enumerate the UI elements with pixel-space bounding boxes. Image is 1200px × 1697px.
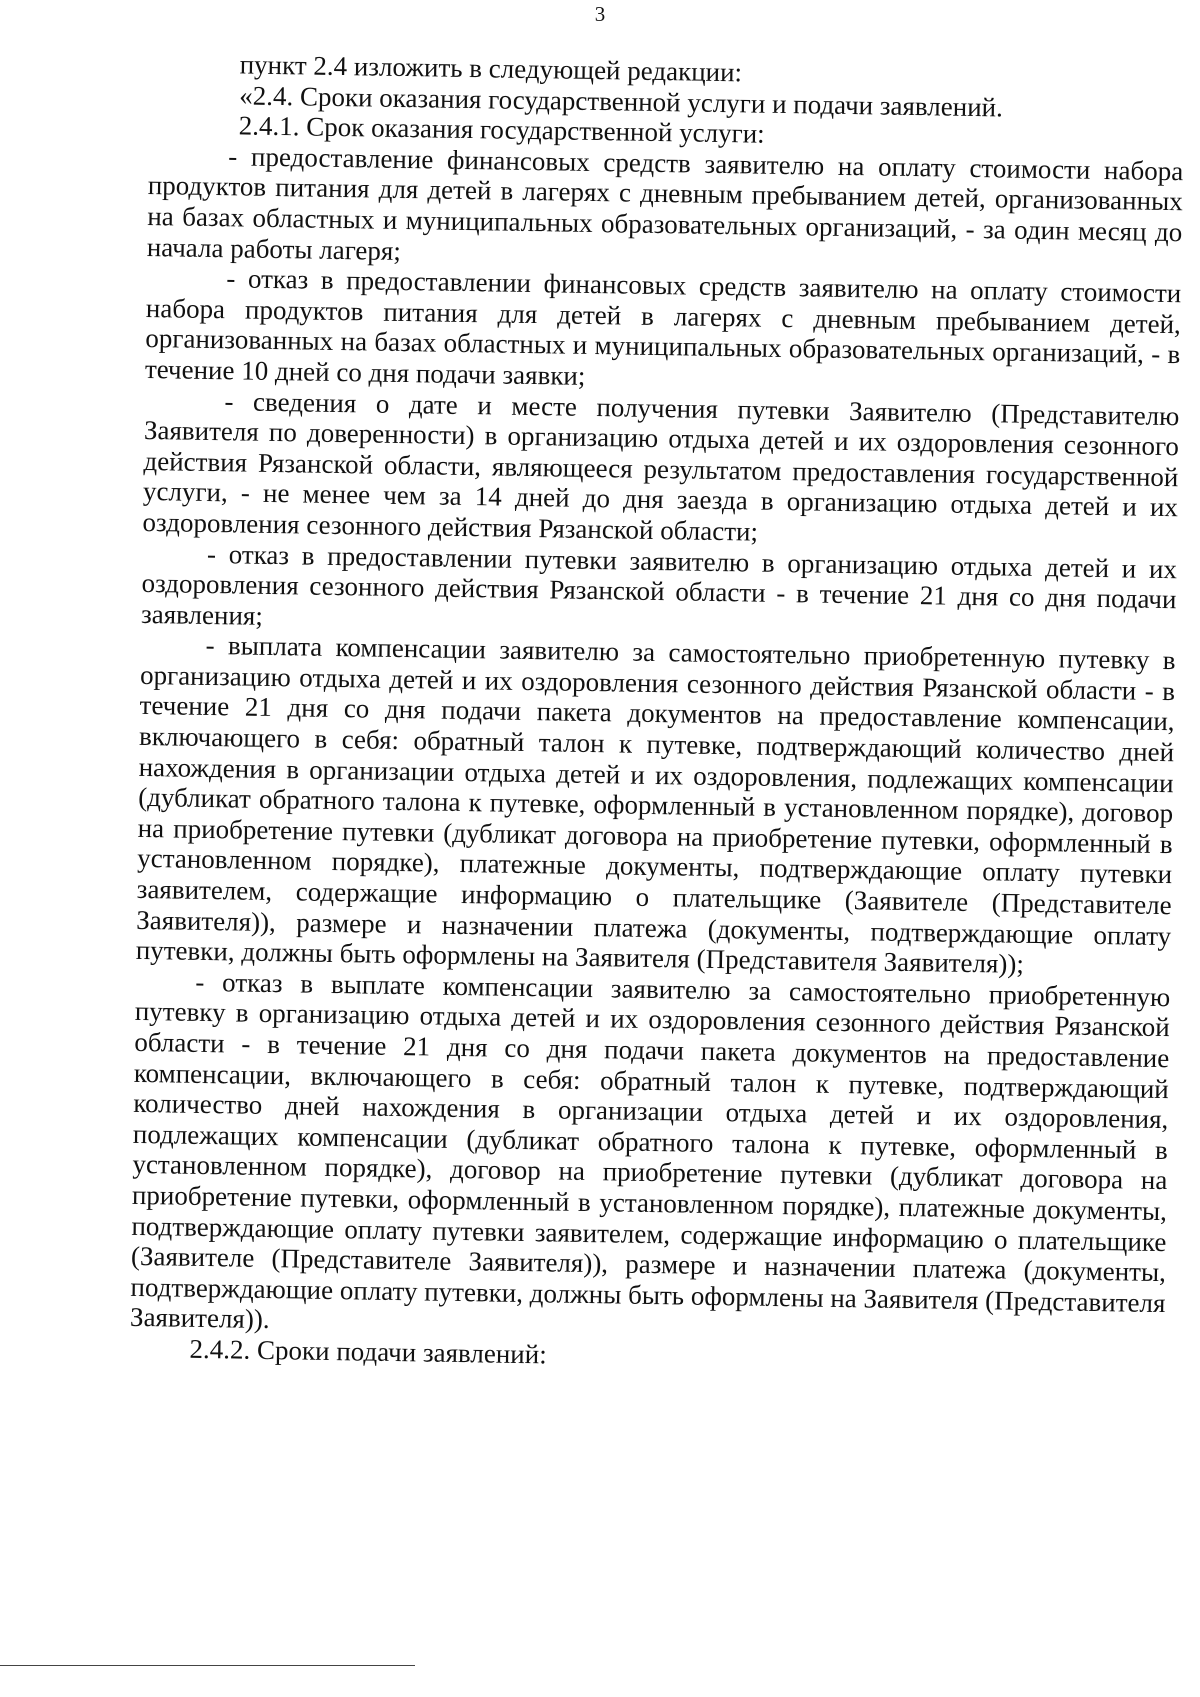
paragraph-section-2-4-2-heading: 2.4.2. Сроки подачи заявлений: xyxy=(189,1333,547,1370)
paragraph-compensation-refusal: - отказ в выплате компенсации заявителю за самостоятельно приобретенную путевку в организацию отдыха детей и их оздоровления сезонного действия Рязанской области - в течение 21 дня со дня подачи пакета документов на предоставление компенсации, включающего в себя: обратный талон к путевке, подтверждающий количество дней нахождения в организации отдыха детей и их оздоровления, подлежащих компенсации (дубликат обратного талона к путевке, оформленный в установленном порядке), договор на приобретение путевки (дубликат договора на приобретение путевки, оформленный в установленном порядке), платежные документы, подтверждающие оплату путевки заявителем, содержащие информацию о плательщике (Заявителе (Представителе Заявителя)), размере и назначении платежа (документы, подтверждающие оплату путевки, должны быть оформлены на Заявителя (Представителя Заявителя)). xyxy=(129,966,1171,1335)
footnote-divider xyxy=(0,1665,415,1666)
paragraph-section-2-4-heading: «2.4. Сроки оказания государственной услуги и подачи заявлений. xyxy=(239,80,1004,122)
document-body xyxy=(129,48,1185,1380)
paragraph-compensation-payment: - выплата компенсации заявителю за самостоятельно приобретенную путевку в организацию отдыха детей и их оздоровления сезонного действия Рязанской области - в течение 21 дня со дня подачи пакета документов на предоставление компенсации, включающего в себя: обратный талон к путевке, подтверждающий количество дней нахождения в организации отдыха детей и их оздоровления, подлежащих компенсации (дубликат обратного талона к путевке, оформленный в установленном порядке), договор на приобретение путевки (дубликат договора на приобретение путевки, оформленный в установленном порядке), платежные документы, подтверждающие оплату путевки заявителем, содержащие информацию о плательщике (Заявителе (Представителе Заявителя)), размере и назначении платежа (документы, подтверждающие оплату путевки, должны быть оформлены на Заявителя (Представителя Заявителя)); xyxy=(135,630,1176,980)
paragraph-voucher-refusal: - отказ в предоставлении путевки заявителю в организацию отдыха детей и их оздоровления сезонного действия Рязанской области - в течение 21 дня со дня подачи заявления; xyxy=(140,538,1178,631)
paragraph-financial-refusal: - отказ в предоставлении финансовых средств заявителю на оплату стоимости набора продуктов питания для детей в лагерях с дневным пребыванием детей, организованных на базах областных и муниципальных образовательных организаций, - в течение 10 дней со дня подачи заявки; xyxy=(144,263,1182,391)
paragraph-amendment-intro: пункт 2.4 изложить в следующей редакции: xyxy=(239,49,743,88)
paragraph-financial-provision: - предоставление финансовых средств заявителю на оплату стоимости набора продуктов питания для детей в лагерях с дневным пребыванием детей, организованных на базах областных и муниципальных образовательных организаций, - за один месяц до начала работы лагеря; xyxy=(146,141,1184,266)
page-number: 3 xyxy=(594,2,606,26)
paragraph-section-2-4-1-heading: 2.4.1. Срок оказания государственной услуги: xyxy=(238,110,765,149)
paragraph-voucher-info: - сведения о дате и месте получения путевки Заявителю (Представителю Заявителя по доверенности) в организацию отдыха детей и их оздоровления сезонного действия Рязанской области, являющееся результатом предоставления государственной услуги, - не менее чем за 14 дней до дня заезда в организацию отдыха детей и их оздоровления сезонного действия Рязанской области; xyxy=(142,385,1180,547)
